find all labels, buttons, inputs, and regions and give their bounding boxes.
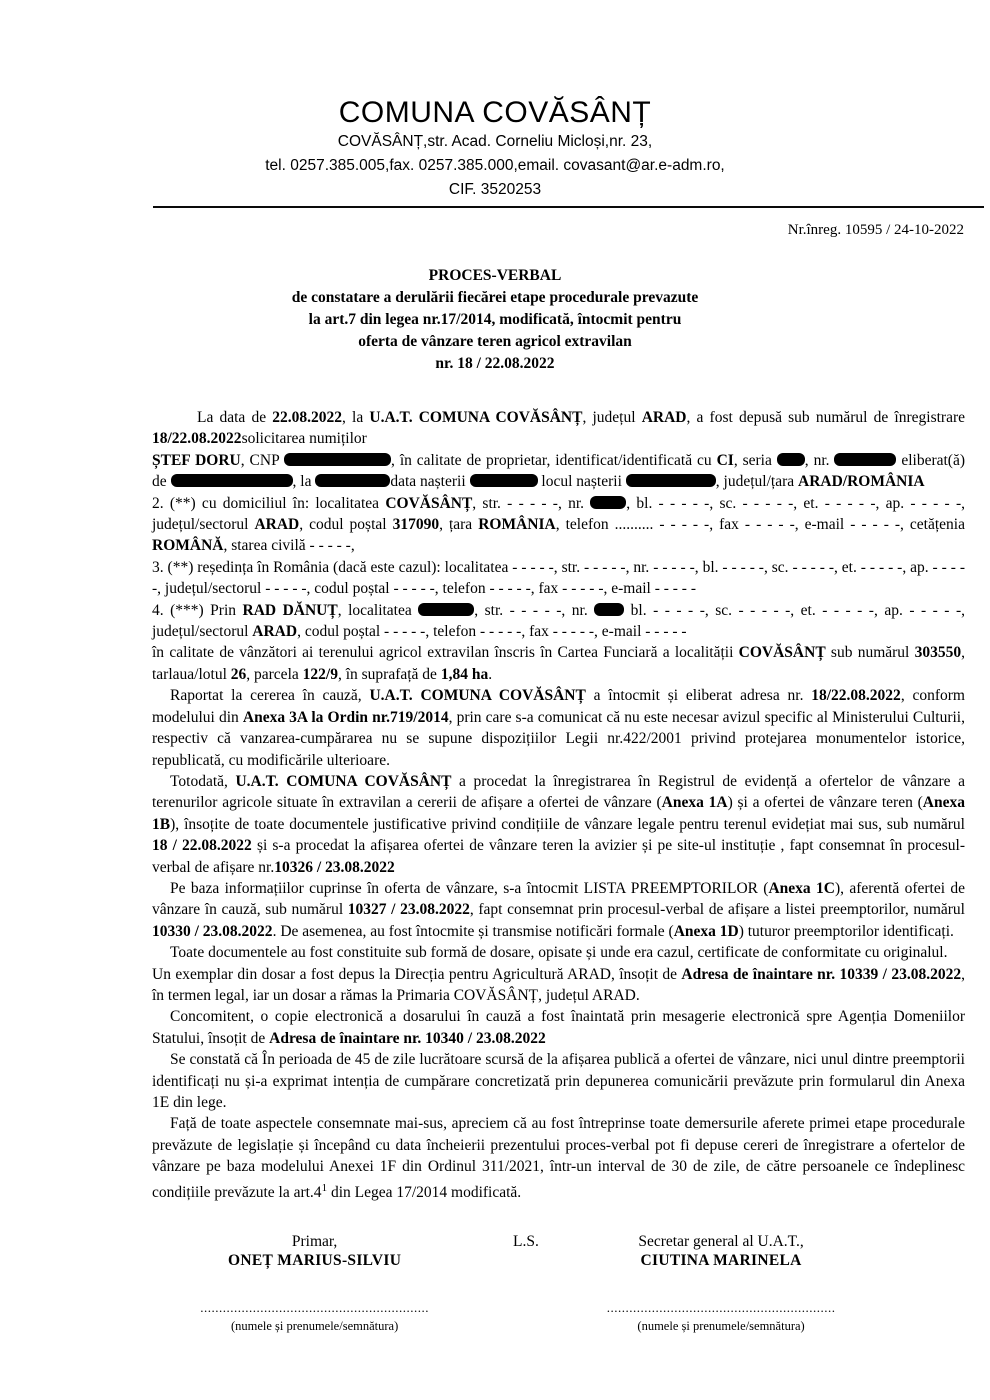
text-segment: Raportat la cererea în cauză, <box>170 687 370 705</box>
text-segment: Anexa 1D <box>673 922 739 940</box>
text-segment: ARAD <box>252 623 298 641</box>
paragraph <box>152 450 965 493</box>
text-segment: , în termen legal, iar un dosar a rămas la Primaria COVĂSÂNȚ, județul ARAD. <box>152 965 965 1004</box>
text-segment: ROMÂNIA <box>478 516 556 534</box>
text-segment: , în suprafață de <box>337 665 441 683</box>
redaction-bar <box>626 474 716 487</box>
text-segment: , seria <box>733 451 777 469</box>
text-segment: , CNP <box>240 451 285 469</box>
text-segment: Anexa 1A <box>661 794 728 812</box>
text-segment: Anexa 1B <box>152 794 965 833</box>
text-segment: a întocmit și eliberat adresa nr. <box>585 687 812 705</box>
title-line-2: la art.7 din legea nr.17/2014, modificată, întocmit pentru <box>308 311 682 328</box>
redaction-bar <box>594 603 624 616</box>
text-segment: Totodată, <box>170 772 236 790</box>
redaction-bar <box>418 603 474 616</box>
text-segment: , la <box>292 473 316 491</box>
signature-left-name: ONEȚ MARIUS-SILVIU <box>227 1252 402 1270</box>
paragraph <box>152 878 965 942</box>
text-segment: 303550 <box>914 644 962 662</box>
text-segment: , fapt consemnat prin procesul-verbal de afișare a listei preemptorilor, numărul <box>469 901 965 919</box>
text-segment: COVĂSÂNȚ <box>385 494 473 512</box>
text-segment: , în calitate de proprietar, identificat/identificată cu <box>391 451 717 469</box>
signature-right-caption: (numele și prenumele/semnătura) <box>637 1319 805 1334</box>
text-segment: Adresa de înaintare nr. 10340 / 23.08.2022 <box>269 1029 546 1047</box>
paragraph <box>152 685 965 771</box>
text-segment: U.A.T. COMUNA COVĂSÂNȚ <box>369 687 586 705</box>
text-segment: Față de toate aspectele consemnate mai-sus, apreciem că au fost întreprinse toate demersurile aferete primei etape procedurale prevăzute de legislație și începând cu data încheierii prezentului proces-verbal pot fi depuse cereri de înregistrare a ofertelor de vânzare pe baza modelului Anexei 1F din Ordinul 311/2021, într-un interval de 30 de zile, de către persoanele ce îndeplinesc condițiile prevăzute la art.4 <box>152 1115 965 1201</box>
text-segment: eliberat(ă) de <box>152 451 966 491</box>
text-segment: ROMÂNĂ <box>152 537 224 555</box>
paragraph <box>152 1113 965 1203</box>
redaction-bar <box>315 474 390 487</box>
text-segment: 26 <box>230 665 247 683</box>
redaction-bar <box>590 496 626 509</box>
text-segment: Anexa 3A la Ordin nr.719/2014 <box>242 708 449 726</box>
text-segment: 22.08.2022 <box>272 409 342 426</box>
text-segment: Concomitent, o copie electronică a dosarului în cauză a fost înaintată prin mesagerie electronică spre Agenția Domeniilor Statului, însoțit de <box>152 1008 965 1047</box>
text-segment: , conform modelului din <box>152 687 965 726</box>
text-segment: RAD DĂNUȚ <box>242 601 338 619</box>
organization-name: COMUNA COVĂSÂNȚ <box>338 96 652 129</box>
paragraph <box>152 557 965 600</box>
title-line-1: de constatare a derulării fiecărei etape procedurale prevazute <box>291 289 699 306</box>
text-segment: , telefon .......... - - - - -, fax - - - - -, e-mail - - - - -, cetățenia <box>555 516 965 534</box>
redaction-bar <box>777 453 805 466</box>
text-segment: sub numărul <box>825 644 915 662</box>
signature-section <box>152 1233 965 1334</box>
text-segment: a procedat la înregistrarea în Registrul de evidență a ofertelor de vânzare a terenurilor agricole situate în extravilan a cererii de afișare a ofertei de vânzare ( <box>152 772 965 812</box>
text-segment: 317090 <box>392 516 440 534</box>
text-segment: ), aferentă ofertei de vânzare în cauză, sub numărul <box>152 879 966 919</box>
document-title: PROCES-VERBAL <box>428 267 562 284</box>
redaction-bar <box>470 474 538 487</box>
text-segment: în calitate de vânzători ai terenului agricol extravilan înscris în Cartea Funciară a localității <box>152 644 739 662</box>
text-segment: data nașterii <box>390 473 470 491</box>
text-segment: 1,84 ha <box>440 665 489 683</box>
signature-right-name: CIUTINA MARINELA <box>640 1252 802 1270</box>
text-segment: 4. (***) Prin <box>152 601 243 619</box>
registration-number: Nr.înreg. 10595 / 24-10-2022 <box>787 222 964 238</box>
signature-left-caption: (numele și prenumele/semnătura) <box>230 1319 399 1334</box>
text-segment: , județul/țara <box>715 473 798 491</box>
text-segment: solicitarea numiților <box>241 430 367 448</box>
text-segment: , bl. - - - - -, sc. - - - - -, et. - - - - -, ap. - - - - -, județul/sectorul <box>152 494 965 534</box>
signature-left-line: ............................................................. <box>200 1300 429 1316</box>
paragraph <box>152 1049 965 1113</box>
text-segment: , str. - - - - -, nr. <box>474 601 595 619</box>
text-segment: , tarlaua/lotul <box>152 644 966 683</box>
organization-address: COVĂSÂNȚ,str. Acad. Corneliu Micloși,nr. 23, <box>337 133 653 150</box>
text-segment: ARAD <box>641 409 687 426</box>
text-segment: Toate documentele au fost constituite sub formă de dosare, opisate și unde era cazul, certificate de conformitate cu originalul. <box>170 944 948 962</box>
title-line-3: oferta de vânzare teren agricol extravilan <box>358 333 632 350</box>
text-segment: , str. - - - - -, nr. <box>472 494 591 512</box>
organization-contact: tel. 0257.385.005,fax. 0257.385.000,email. covasant@ar.e-adm.ro, <box>265 157 725 174</box>
document-body <box>152 407 965 1203</box>
text-segment: ȘTEF DORU <box>152 451 241 469</box>
text-segment: La data de <box>197 409 273 426</box>
text-segment: COVĂSÂNȚ <box>738 644 826 662</box>
text-segment: ARAD/ROMÂNIA <box>798 473 925 491</box>
signature-left <box>152 1233 477 1334</box>
text-segment: și s-a procedat la afișarea ofertei de vânzare teren la avizier și pe site-ul instituție , fapt consemnat în procesul-verbal de afișare nr. <box>152 837 965 876</box>
paragraph <box>152 493 965 557</box>
superscript: 1 <box>321 1181 328 1194</box>
organization-cif: CIF. 3520253 <box>448 181 542 198</box>
paragraph <box>152 642 965 685</box>
text-segment: , starea civilă - - - - -, <box>223 537 355 555</box>
header-divider <box>153 206 984 208</box>
paragraph <box>152 964 965 1007</box>
paragraph <box>152 1006 965 1049</box>
title-block <box>0 265 990 375</box>
text-segment: , codul poștal - - - - -, telefon - - - - -, fax - - - - -, e-mail - - - - - <box>297 623 687 641</box>
text-segment: 122/9 <box>302 665 338 683</box>
redaction-bar <box>171 474 293 487</box>
text-segment: , nr. <box>804 451 835 469</box>
text-segment: Se constată că În perioada de 45 de zile lucrătoare scursă de la afișarea publică a ofertei de vânzare, nici unul dintre preemptorii identificați nu și-a exprimat intenția de cumpărare concretizată prin depunerea comunicării prevăzute prin formularul din Anexa 1E din lege. <box>152 1051 965 1111</box>
signature-right <box>575 1233 868 1334</box>
title-line-4: nr. 18 / 22.08.2022 <box>435 355 555 372</box>
text-segment: bl. - - - - -, sc. - - - - -, et. - - - - -, ap. - - - - -, județul/sectorul <box>152 601 965 641</box>
text-segment: 2. (**) cu domiciliul în: localitatea <box>152 494 386 512</box>
text-segment: U.A.T. COMUNA COVĂSÂNȚ <box>369 409 583 426</box>
text-segment: . De asemenea, au fost întocmite și transmise notificări formale ( <box>272 922 674 940</box>
letterhead <box>0 0 990 202</box>
text-segment: 10326 / 23.08.2022 <box>274 858 395 876</box>
redaction-bar <box>834 453 896 466</box>
text-segment: locul nașterii <box>537 473 626 491</box>
seal-placeholder: L.S. <box>513 1233 539 1251</box>
text-segment: din Legea 17/2014 modificată. <box>327 1183 522 1201</box>
text-segment: . <box>488 665 493 683</box>
text-segment: 18/22.08.2022 <box>152 430 242 448</box>
text-segment: 3. (**) reședința în România (dacă este cazul): localitatea - - - - -, str. - - - - -, nr. - - - - -, bl. - - - - -, sc. - - - - -, et. - - - - -, ap. - - - - -, județul/sectorul - - - - -, codul poștal - - - - -, telefon - - - - -, fax - - - - -, e-mail - - - - - <box>152 558 965 598</box>
text-segment: Pe baza informațiilor cuprinse în oferta de vânzare, s-a întocmit LISTA PREEMPTORILOR ( <box>170 879 769 897</box>
text-segment: ) tuturor preemptorilor identificați. <box>738 922 954 940</box>
text-segment: , la <box>342 409 370 426</box>
text-segment: 10330 / 23.08.2022 <box>152 922 273 940</box>
text-segment: 18/22.08.2022 <box>811 687 901 705</box>
text-segment: Adresa de înaintare nr. 10339 / 23.08.2022 <box>681 965 962 983</box>
text-segment: , prin care s-a comunicat că nu este necesar avizul specific al Ministerului Culturii, respectiv că vanzarea-cumpărarea nu se supune dispozițiilor Legii nr.422/2001 privind protejarea monumentelor istorice, republicată, cu modificările ulterioare. <box>152 708 965 769</box>
paragraph <box>152 771 965 878</box>
text-segment: , codul poștal <box>299 516 393 534</box>
paragraph <box>152 407 965 450</box>
text-segment: U.A.T. COMUNA COVĂSÂNȚ <box>235 772 452 790</box>
text-segment: 18 / 22.08.2022 <box>152 837 252 855</box>
text-segment: Un exemplar din dosar a fost depus la Direcția pentru Agricultură ARAD, însoțit de <box>152 965 682 983</box>
paragraph <box>152 942 965 963</box>
text-segment: , localitatea <box>337 601 419 619</box>
signature-right-line: ............................................................. <box>606 1300 836 1316</box>
redaction-bar <box>284 453 391 466</box>
text-segment: Anexa 1C <box>768 879 835 897</box>
text-segment: ARAD <box>254 516 300 534</box>
text-segment: CI <box>716 451 734 469</box>
paragraph <box>152 600 965 643</box>
text-segment: , județul <box>582 409 642 426</box>
text-segment: , țara <box>439 516 479 534</box>
signature-left-role: Primar, <box>291 1233 338 1251</box>
text-segment: ), însoțite de toate documentele justificative privind condițiile de vânzare legale pentru terenul evidețiat mai sus, sub numărul <box>170 815 965 833</box>
text-segment: 10327 / 23.08.2022 <box>347 901 470 919</box>
signature-right-role: Secretar general al U.A.T., <box>638 1233 804 1251</box>
text-segment: , parcela <box>246 665 303 683</box>
text-segment: ) și a ofertei de vânzare teren ( <box>727 794 923 812</box>
text-segment: , a fost depusă sub numărul de înregistrare <box>686 409 965 426</box>
